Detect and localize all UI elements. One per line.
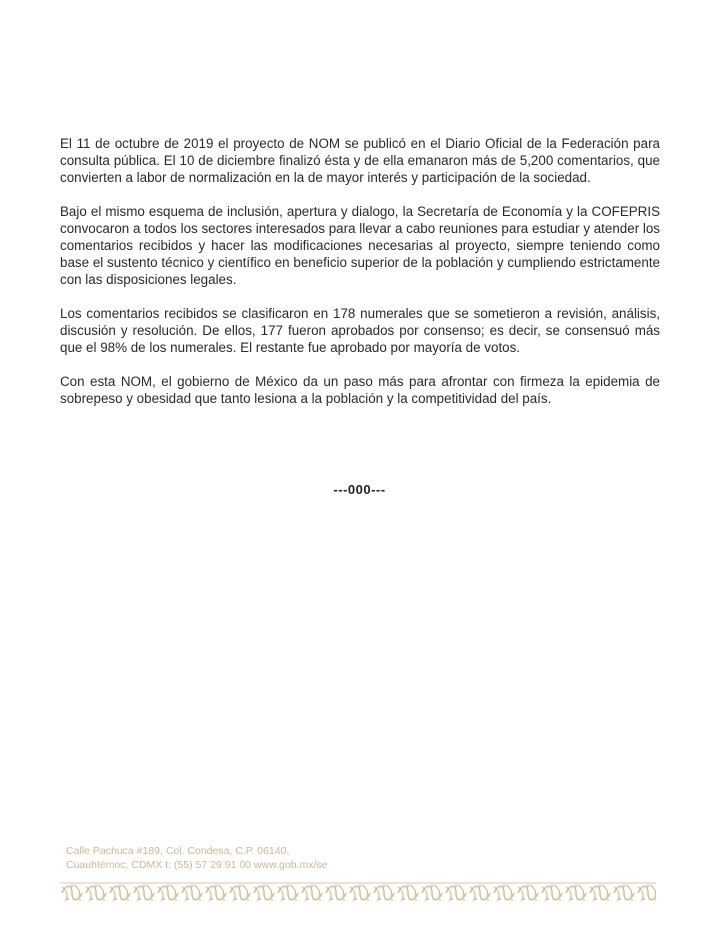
footer-address bbox=[66, 844, 327, 872]
footer-address-line-2: Cuauhtémoc, CDMX t: (55) 57 29 91 00 www.gob.mx/se bbox=[66, 859, 328, 871]
paragraph-meetings: Bajo el mismo esquema de inclusión, apertura y dialogo, la Secretaría de Economía y la COFEPRIS convocaron a todos los sectores interesados para llevar a cabo reuniones para estudiar y atender los comentarios recibidos y hacer las modificaciones necesarias al proyecto, siempre teniendo como base el sustento técnico y científico en beneficio superior de la población y cumpliendo estrictamente con las disposiciones legales. bbox=[60, 204, 660, 287]
paragraph-conclusion: Con esta NOM, el gobierno de México da un paso más para afrontar con firmeza la epidemia de sobrepeso y obesidad que tanto lesiona a la población y la competitividad del país. bbox=[60, 374, 660, 406]
closing-mark: ---000--- bbox=[333, 482, 386, 497]
decorative-border-ornament bbox=[60, 882, 656, 904]
footer-address-line-1: Calle Pachuca #189, Col. Condesa, C.P. 06140, bbox=[66, 845, 290, 857]
paragraph-publication: El 11 de octubre de 2019 el proyecto de NOM se publicó en el Diario Oficial de la Federación para consulta pública. El 10 de diciembre finalizó ésta y de ella emanaron más de 5,200 comentarios, que convierten a labor de normalización en la de mayor interés y participación de la sociedad. bbox=[60, 136, 660, 185]
document-body bbox=[60, 135, 660, 424]
paragraph-comments-results: Los comentarios recibidos se clasificaron en 178 numerales que se sometieron a revisión, análisis, discusión y resolución. De ellos, 177 fueron aprobados por consenso; es decir, se consensuó más que el 98% de los numerales. El restante fue aprobado por mayoría de votos. bbox=[60, 306, 660, 355]
